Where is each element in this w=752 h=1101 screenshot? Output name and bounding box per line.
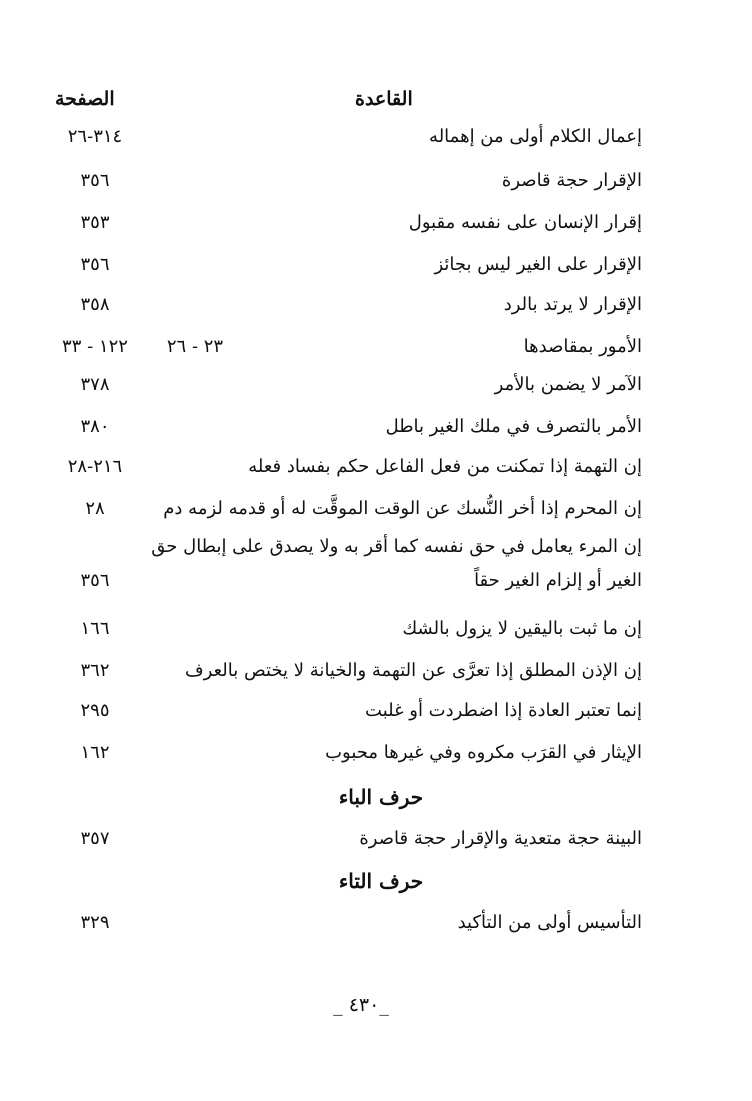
- rule-text: التأسيس أولى من التأكيد: [457, 912, 642, 933]
- page-reference: ٢١٦-٢٨: [67, 456, 123, 477]
- rule-text: إن ما ثبت باليقين لا يزول بالشك: [402, 618, 642, 639]
- rule-text: إعمال الكلام أولى من إهماله: [429, 126, 642, 147]
- page-reference: ١٢٢ - ٣٣: [62, 336, 128, 357]
- rule-column-header: القاعدة: [355, 88, 413, 110]
- rule-text: الإقرار لا يرتد بالرد: [503, 294, 642, 315]
- index-entry: [0, 332, 752, 362]
- index-entry: [0, 532, 752, 562]
- page-reference: ٣١٤-٢٦: [67, 126, 123, 147]
- index-entry: [0, 208, 752, 238]
- index-entry: [0, 166, 752, 196]
- section-title: حرف الباء: [338, 785, 424, 809]
- page-reference: ٣٥٦: [80, 254, 110, 275]
- index-entry: [0, 452, 752, 482]
- index-entry: [0, 370, 752, 400]
- index-entry: [0, 696, 752, 726]
- index-entry: [0, 908, 752, 938]
- index-entry: [0, 614, 752, 644]
- index-entry: [0, 494, 752, 524]
- page-reference: ٣٥٣: [80, 212, 110, 233]
- page-reference: ٣٥٦: [80, 570, 110, 591]
- index-entry: [0, 656, 752, 686]
- rule-text: البينة حجة متعدية والإقرار حجة قاصرة: [359, 828, 642, 849]
- index-entry: [0, 250, 752, 280]
- rule-text: إن المحرم إذا أخر النُّسك عن الوقت الموقَّت له أو قدمه لزمه دم: [163, 498, 642, 519]
- rule-text: الغير أو إلزام الغير حقاً: [474, 570, 642, 591]
- index-entry: [0, 824, 752, 854]
- folio-number: ٤٣٠: [348, 994, 380, 1016]
- rule-text: الإقرار حجة قاصرة: [501, 170, 642, 191]
- index-entry: [0, 566, 752, 596]
- page-reference: ١٦٦: [80, 618, 110, 639]
- page-reference: ٣٨٠: [80, 416, 110, 437]
- section-heading-ba: [0, 780, 752, 814]
- page-reference: ٢٨: [85, 498, 105, 519]
- rule-text: إنما تعتبر العادة إذا اضطردت أو غلبت: [365, 700, 642, 721]
- page-column-header: الصفحة: [55, 88, 115, 110]
- rule-text: إن الإذن المطلق إذا تعرَّى عن التهمة والخيانة لا يختص بالعرف: [184, 660, 642, 681]
- rule-text: الأمر بالتصرف في ملك الغير باطل: [385, 416, 642, 437]
- page-number: _٤٣٠ _: [0, 990, 752, 1020]
- page-reference: ١٦٢: [80, 742, 110, 763]
- index-entry: [0, 122, 752, 152]
- rule-text: إن التهمة إذا تمكنت من فعل الفاعل حكم بفساد فعله: [248, 456, 642, 477]
- index-entry: [0, 412, 752, 442]
- rule-text: الإيثار في القرَب مكروه وفي غيرها محبوب: [325, 742, 642, 763]
- rule-text: الأمور بمقاصدها: [523, 336, 642, 357]
- index-entry: [0, 290, 752, 320]
- rule-text: إقرار الإنسان على نفسه مقبول: [408, 212, 642, 233]
- page-reference: ٢٩٥: [80, 700, 110, 721]
- page-reference-extra: ٢٣ - ٢٦: [166, 336, 224, 357]
- rule-text: الآمر لا يضمن بالأمر: [494, 374, 642, 395]
- section-title: حرف التاء: [338, 869, 424, 893]
- page-reference: ٣٢٩: [80, 912, 110, 933]
- section-heading-ta: [0, 864, 752, 898]
- page-reference: ٣٥٧: [80, 828, 110, 849]
- page-reference: ٣٥٦: [80, 170, 110, 191]
- page-reference: ٣٥٨: [80, 294, 110, 315]
- page-reference: ٣٧٨: [80, 374, 110, 395]
- rule-text: الإقرار على الغير ليس بجائز: [434, 254, 642, 275]
- index-entry: [0, 738, 752, 768]
- page-reference: ٣٦٢: [80, 660, 110, 681]
- rule-text: إن المرء يعامل في حق نفسه كما أقر به ولا يصدق على إبطال حق: [151, 536, 642, 557]
